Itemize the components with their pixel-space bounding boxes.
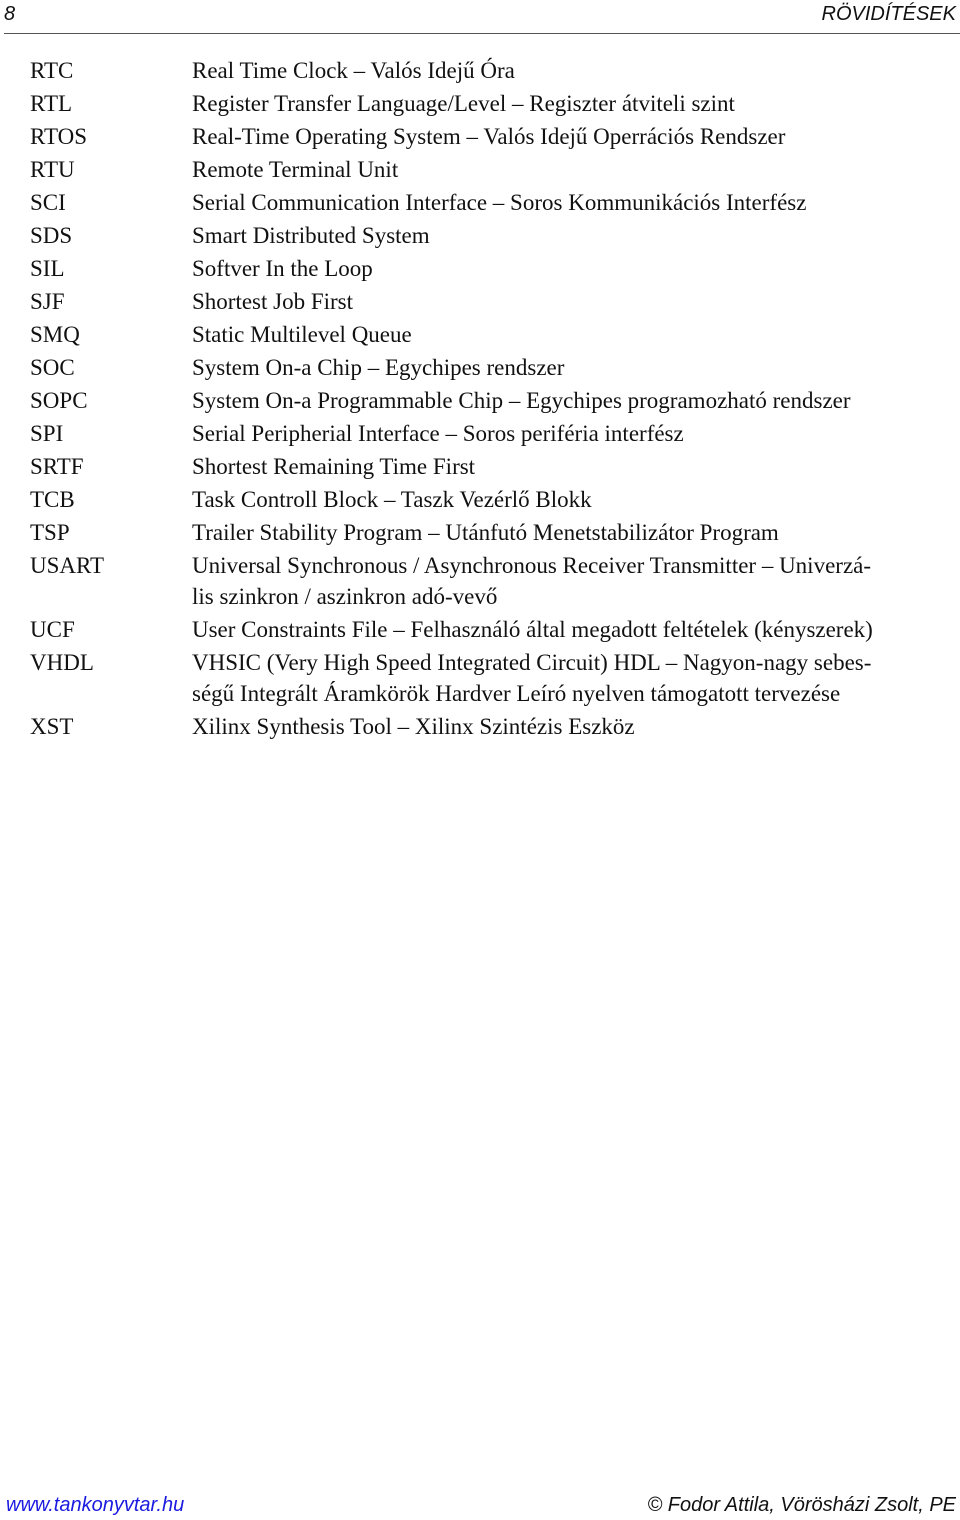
abbreviation-definition: Shortest Job First <box>192 289 354 314</box>
abbreviation-definition: User Constraints File – Felhasználó által megadott feltételek (kényszerek) <box>192 617 873 642</box>
abbreviation-definition: Serial Communication Interface – Soros Kommunikációs Interfész <box>192 190 807 215</box>
abbreviation-definition: Real Time Clock – Valós Idejű Óra <box>192 58 515 83</box>
abbreviation-term: VHDL <box>30 650 94 675</box>
abbreviation-definition: System On-a Chip – Egychipes rendszer <box>192 355 565 380</box>
abbreviation-term: RTL <box>30 91 73 116</box>
abbreviation-term: SIL <box>30 256 65 281</box>
abbreviation-term: USART <box>30 553 105 578</box>
abbreviation-definition: Softver In the Loop <box>192 256 373 281</box>
abbreviation-definition: Remote Terminal Unit <box>192 157 399 182</box>
abbreviation-term: SOC <box>30 355 75 380</box>
abbreviation-term: TCB <box>30 487 75 512</box>
abbreviation-term: SMQ <box>30 322 80 347</box>
abbreviation-term: SDS <box>30 223 73 248</box>
abbreviation-term: SPI <box>30 421 64 446</box>
abbreviation-term: SOPC <box>30 388 88 413</box>
abbreviation-definition: lis szinkron / aszinkron adó-vevő <box>192 584 498 609</box>
abbreviation-term: RTU <box>30 157 75 182</box>
abbreviation-term: SJF <box>30 289 65 314</box>
footer-copyright: © Fodor Attila, Vörösházi Zsolt, PE <box>647 1494 956 1516</box>
page-footer <box>0 1494 960 1520</box>
abbreviation-definition: Register Transfer Language/Level – Regiszter átviteli szint <box>192 91 735 116</box>
abbreviation-term: TSP <box>30 520 70 545</box>
abbreviation-definition: Universal Synchronous / Asynchronous Receiver Transmitter – Univerzá- <box>192 553 872 578</box>
page-header <box>0 0 960 34</box>
abbreviation-definition: Static Multilevel Queue <box>192 322 412 347</box>
abbreviation-term: XST <box>30 714 74 739</box>
header-rule <box>4 33 960 34</box>
abbreviation-term: SRTF <box>30 454 84 479</box>
abbreviation-definition: ségű Integrált Áramkörök Hardver Leíró nyelven támogatott tervezése <box>192 681 841 706</box>
abbreviation-definition: Real-Time Operating System – Valós Idejű Operrációs Rendszer <box>192 124 786 149</box>
abbreviation-definition: System On-a Programmable Chip – Egychipes programozható rendszer <box>192 388 851 413</box>
footer-url[interactable]: www.tankonyvtar.hu <box>6 1494 185 1516</box>
section-title: RÖVIDÍTÉSEK <box>821 3 956 25</box>
abbreviation-term: RTC <box>30 58 74 83</box>
abbreviation-definition: Xilinx Synthesis Tool – Xilinx Szintézis Eszköz <box>192 714 635 739</box>
abbreviation-definition: VHSIC (Very High Speed Integrated Circuit) HDL – Nagyon-nagy sebes- <box>192 650 872 675</box>
abbreviation-term: RTOS <box>30 124 87 149</box>
abbreviation-definition: Trailer Stability Program – Utánfutó Menetstabilizátor Program <box>192 520 779 545</box>
abbreviation-definition: Smart Distributed System <box>192 223 430 248</box>
abbreviation-term: UCF <box>30 617 75 642</box>
abbreviation-definition: Serial Peripherial Interface – Soros periféria interfész <box>192 421 684 446</box>
abbreviation-definition: Task Controll Block – Taszk Vezérlő Blokk <box>192 487 592 512</box>
abbreviation-term: SCI <box>30 190 66 215</box>
page-number: 8 <box>4 3 16 25</box>
abbreviation-definition: Shortest Remaining Time First <box>192 454 476 479</box>
